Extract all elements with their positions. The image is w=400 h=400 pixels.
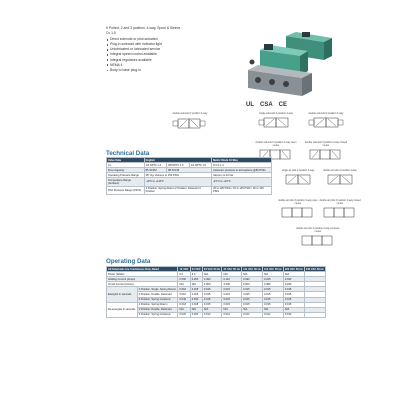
table-cell: Inrush Current (Amps): [107, 282, 178, 287]
table-cell: 0.490: [202, 277, 222, 282]
table-cell: Energize in seconds: [107, 287, 138, 302]
table-cell: 2.530: [222, 282, 242, 287]
table-cell: N/A: [202, 307, 222, 312]
table-cell: 0.015: [222, 302, 242, 307]
technical-data-heading: Technical Data: [106, 150, 150, 157]
ul-mark: UL: [246, 102, 254, 108]
table-header: 24 VAC 50 Hz: [223, 267, 240, 271]
table-cell: -10°F to +110°F: [144, 178, 211, 186]
table-cell: 0.016: [178, 292, 190, 297]
feature-item: Unlubricated or lubricated service: [106, 47, 256, 52]
diagram-double-solenoid-2pos: [170, 113, 210, 137]
feature-item: NEMA 4: [106, 63, 256, 68]
table-cell: 0.012: [242, 312, 263, 317]
diagram-label: double solenoid 3 position 4-way open center: [255, 141, 297, 147]
table-cell: Operating Pressure Range: [107, 173, 145, 178]
table-cell: 0.015: [242, 302, 263, 307]
table-cell: 3 Position, Spring Centered: [137, 312, 178, 317]
table-header: 240 VAC 50 Hz: [305, 267, 324, 271]
table-cell: 0.040: [283, 277, 304, 282]
table-cell: Pilot Pressure Range (PICS): [107, 186, 145, 194]
table-row: [107, 186, 272, 194]
valve-symbol: [296, 234, 340, 248]
diagram-label: single solenoid 2 position 4-way: [259, 112, 293, 115]
diagram-label: double solenoid 3 position 4-way closed center: [304, 141, 348, 147]
valve-symbol: [170, 116, 210, 132]
table-cell: Flow Capacity: [107, 168, 145, 173]
table-cell: 0.015: [242, 287, 263, 292]
feature-item: Integral speed control available: [106, 52, 256, 57]
diagram-label: double air pilot 3 position 4-way open center: [278, 199, 318, 205]
table-row: [107, 312, 326, 317]
table-cell: Cv: [107, 163, 145, 168]
table-cell: 0.015: [283, 302, 304, 307]
diagram-label: double solenoid 2 position 4-way: [172, 112, 208, 115]
table-cell: 0.018: [178, 302, 190, 307]
table-cell: 0.045: [262, 277, 283, 282]
table-cell: 0.018: [178, 287, 190, 292]
table-cell: N/A: [178, 282, 190, 287]
table-header: Metric Mode 10-Way: [212, 158, 272, 163]
table-cell: 0.018: [190, 287, 202, 292]
table-cell: 0.090: [242, 277, 263, 282]
table-cell: Temperature Range (Ambient): [107, 178, 145, 186]
valve-symbol: [304, 116, 348, 130]
table-cell: [304, 312, 325, 317]
table-cell: 2.950: [202, 282, 222, 287]
table-header: 110 VAC 50 Hz: [263, 267, 282, 271]
table-cell: 0.020: [190, 312, 202, 317]
table-cell: 0.040: [178, 297, 190, 302]
table-cell: 85 SCFM: [144, 168, 166, 173]
table-cell: 0.015: [283, 292, 304, 297]
table-cell: 88 SCFM: [167, 168, 212, 173]
table-cell: 28" Hg. Vacuum to 150 PSIG: [144, 173, 211, 178]
table-header: Valve Data: [107, 158, 145, 163]
table-cell: 0.015: [242, 292, 263, 297]
table-header: All Solenoids Are Continuous Duty Rated: [107, 267, 178, 272]
diagram-double-air-pilot-2pos: [318, 170, 362, 192]
table-cell: 0.012: [222, 312, 242, 317]
certification-marks: [246, 100, 316, 110]
table-cell: 1/4 NPTF 1.4: [144, 163, 166, 168]
valve-symbol: [318, 206, 362, 220]
table-cell: 2 Position, Single, Spring Return: [138, 287, 177, 291]
technical-data-table: [106, 157, 272, 195]
table-cell: 0.015: [202, 302, 222, 307]
table-cell: -23°C to +43°C: [212, 178, 272, 186]
table-cell: 0.018: [190, 302, 202, 307]
intro-line-1: 5 Ported, 2 and 3 position, 4-way, Spool & Sleeve: [106, 26, 181, 30]
table-cell: 6.0: [190, 272, 202, 277]
intro-text: [106, 26, 256, 73]
diagram-label: double air pilot 2 position 4-way: [323, 169, 357, 172]
table-cell: 0.040: [190, 297, 202, 302]
table-cell: N/A: [222, 307, 242, 312]
diagram-double-air-pilot-3pos-pressure: [296, 228, 340, 253]
feature-item: Direct solenoid or pilot actuated: [106, 37, 256, 42]
table-cell: 6.0: [178, 272, 190, 277]
table-cell: 0.015: [202, 287, 222, 292]
valve-symbol: [276, 206, 320, 220]
diagram-double-solenoid-2pos-b: [304, 113, 348, 135]
table-cell: N/A: [202, 272, 222, 277]
valve-symbol: [304, 148, 348, 162]
table-cell: Vacuum to 10 bar: [212, 173, 272, 178]
table-cell: 0.600: [242, 282, 263, 287]
diagram-label: double air pilot 3 position 4-way pressure center: [296, 227, 340, 233]
table-cell: 0.012: [202, 312, 222, 317]
table-cell: Power (Watts): [107, 272, 178, 277]
diagram-double-air-pilot-3pos-closed: [318, 200, 362, 225]
table-cell: 2 Position, Double, Detented: [137, 292, 178, 297]
table-header: English: [144, 158, 211, 163]
table-cell: 1/2 NPTF 1.5: [189, 163, 212, 168]
ce-mark: CE: [278, 102, 288, 108]
table-header: 24 VDC: [191, 267, 201, 271]
intro-line-2: Cv 1.5: [106, 31, 116, 36]
table-cell: 0.290: [283, 282, 304, 287]
table-cell: 0.015: [222, 297, 242, 302]
table-cell: 1/4 G 1.4: [212, 163, 272, 168]
diagram-label: single air pilot 2 position 4-way: [281, 169, 315, 172]
table-cell: Upstream pressure to atmosphere @80 PSIG: [212, 168, 272, 173]
table-cell: N/A: [222, 272, 242, 277]
feature-item: Body to base plug-in: [106, 68, 256, 73]
table-cell: 0.015: [242, 297, 263, 302]
table-cell: 0.480: [262, 282, 283, 287]
table-cell: 0.250: [190, 277, 202, 282]
feature-item: Integral regulators available: [106, 58, 256, 63]
table-cell: N/A: [262, 272, 283, 277]
table-cell: 0.110: [222, 277, 242, 282]
table-cell: 0.015: [283, 297, 304, 302]
diagram-single-solenoid-2pos: [254, 113, 298, 135]
table-cell: 20 to 125 PSIG / 15 to 125 PSIG / 30 to 125 PSIG: [212, 186, 272, 194]
table-cell: 0.020: [178, 312, 190, 317]
table-cell: 0.015: [202, 297, 222, 302]
table-cell: 0.012: [283, 312, 304, 317]
table-cell: 0.015: [202, 292, 222, 297]
table-cell: 2 Position, Spring Return 2 Position, Detented 3 Position: [144, 186, 211, 194]
table-header: 12 VDC: [179, 267, 189, 271]
table-header: 110 VAC 60 Hz: [243, 267, 261, 271]
table-cell: 3/8 NPTF 1.5: [167, 163, 189, 168]
table-cell: N/A: [242, 272, 263, 277]
table-cell: 0.015: [262, 302, 283, 307]
table-cell: 0.015: [222, 287, 242, 292]
table-cell: 0.500: [178, 277, 190, 282]
table-cell: 2 Position, Spring Return: [137, 302, 178, 307]
table-cell: N/A: [178, 307, 190, 312]
table-cell: N/A: [190, 307, 202, 312]
csa-mark: CSA: [260, 102, 273, 108]
table-cell: N/A: [242, 307, 263, 312]
operating-data-table: [106, 266, 326, 318]
table-header: 220 VAC 60 Hz: [284, 267, 303, 271]
valve-symbol: [318, 173, 362, 187]
table-cell: De-energize in seconds: [107, 302, 138, 317]
feature-item: Plug-in solenoid with indicator light: [106, 42, 256, 47]
valve-symbol: [276, 173, 320, 187]
table-cell: Holding Current (Amps): [107, 277, 178, 282]
diagram-label: double solenoid 2 position 4-way: [308, 112, 344, 115]
table-cell: N/A: [190, 282, 202, 287]
table-cell: 3 Position, Spring Centered: [137, 297, 178, 302]
table-cell: 0.012: [262, 312, 283, 317]
valve-symbol: [254, 116, 298, 130]
diagram-single-air-pilot-2pos: [276, 170, 320, 192]
operating-data-heading: Operating Data: [106, 258, 151, 265]
feature-list: [106, 37, 256, 73]
table-cell: N/A: [283, 272, 304, 277]
table-cell: 0.016: [190, 292, 202, 297]
table-cell: N/A: [262, 307, 283, 312]
table-cell: N/A: [283, 307, 304, 312]
diagram-label: double air pilot 3 position 4-way closed center: [319, 199, 361, 205]
table-cell: 0.015: [262, 287, 283, 292]
table-cell: 0.015: [283, 287, 304, 292]
table-row: [107, 178, 272, 186]
diagram-double-solenoid-3pos-closed: [304, 142, 348, 167]
product-photo: [242, 32, 334, 100]
table-header: 24 VAC 60 Hz: [203, 267, 221, 271]
table-cell: 2 Position, Double, Detented: [137, 307, 178, 312]
table-cell: 0.015: [262, 297, 283, 302]
table-cell: 0.015: [222, 292, 242, 297]
diagram-double-air-pilot-3pos-open: [276, 200, 320, 225]
table-cell: 0.015: [262, 292, 283, 297]
